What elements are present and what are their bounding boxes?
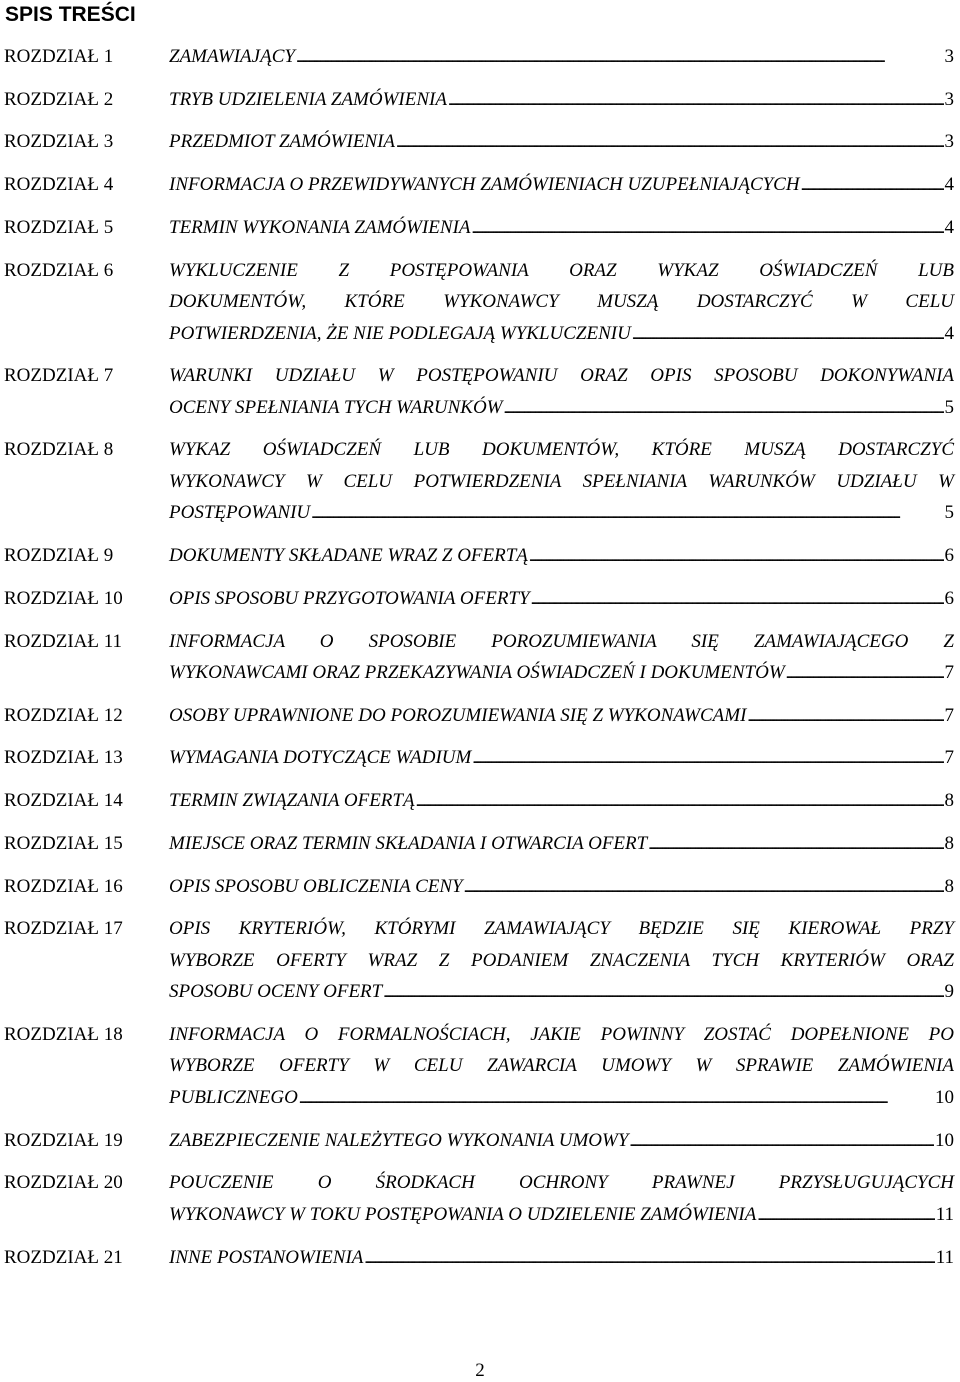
toc-entry-title [169,1242,954,1276]
dot-leader [416,785,944,819]
toc-entry-last-line [169,1242,954,1276]
toc-entry-title [169,255,954,352]
toc-entry-last-line [169,657,954,691]
dot-leader [632,318,944,352]
toc-entry-last-line [169,1125,954,1159]
toc-entry-number: ROZDZIAŁ 14 [4,790,123,812]
toc-entry-title-text: WYMAGANIA DOTYCZĄCE WADIUM [169,747,472,769]
toc-entry-page: 8 [944,832,954,854]
toc-entry-title-line: WYKLUCZENIE Z POSTĘPOWANIA ORAZ WYKAZ OŚWIADCZEŃ LUB [169,259,954,281]
toc-entry-title-text: MIEJSCE ORAZ TERMIN SKŁADANIA I OTWARCIA OFERT [169,832,648,854]
toc-entry-title-text: OSOBY UPRAWNIONE DO POROZUMIEWANIA SIĘ Z WYKONAWCAMI [169,704,747,726]
toc-entry-last-line [169,41,954,75]
toc-entry-last-line [169,84,954,118]
toc-entry-title-text: POSTĘPOWANIU [169,502,311,524]
toc-entry-page: 5 [944,396,954,418]
toc-entry-number: ROZDZIAŁ 4 [4,174,114,196]
toc-entry-last-line [169,742,954,776]
toc-entry-title [169,84,954,118]
toc-entry-page: 11 [935,1203,954,1225]
toc-entry-page: 3 [944,131,954,153]
toc-entry-title-text: OCENY SPEŁNIANIA TYCH WARUNKÓW [169,396,503,418]
toc-entry-title-line: INFORMACJA O SPOSOBIE POROZUMIEWANIA SIĘ ZAMAWIAJĄCEGO Z [169,630,954,652]
toc-entry-last-line [169,169,954,203]
toc-entry-title [169,583,954,617]
toc-entry-title [169,212,954,246]
toc-entry-last-line [169,392,954,426]
toc-entry-title-line: WYBORZE OFERTY W CELU ZAWARCIA UMOWY W SPRAWIE ZAMÓWIENIA [169,1055,954,1077]
toc-entry-page: 8 [944,875,954,897]
toc-entry[interactable] [0,84,960,118]
toc-entry-number: ROZDZIAŁ 10 [4,587,123,609]
toc-entry-title-text: ZABEZPIECZENIE NALEŻYTEGO WYKONANIA UMOWY [169,1129,629,1151]
toc-entry-page: 4 [944,174,954,196]
toc-entry-number: ROZDZIAŁ 5 [4,216,114,238]
toc-entry-title [169,828,954,862]
toc-entry-last-line [169,871,954,905]
dot-leader [472,742,943,776]
toc-entry-last-line [169,318,954,352]
toc-entry[interactable] [0,785,960,819]
toc-entry-last-line [169,212,954,246]
toc-entry-number: ROZDZIAŁ 3 [4,131,114,153]
toc-entry-title-line: WYBORZE OFERTY WRAZ Z PODANIEM ZNACZENIA TYCH KRYTERIÓW ORAZ [169,949,954,971]
toc-entry-title-text: SPOSOBU OCENY OFERT [169,981,383,1003]
toc-entry-title-text: PUBLICZNEGO [169,1086,298,1108]
toc-entry-number: ROZDZIAŁ 6 [4,259,114,281]
toc-entry-number: ROZDZIAŁ 12 [4,704,123,726]
toc-entry-title-line: WYKONAWCY W CELU POTWIERDZENIA SPEŁNIANIA WARUNKÓW UDZIAŁU W [169,470,954,492]
toc-entry-title [169,126,954,160]
toc-entry-number: ROZDZIAŁ 7 [4,365,114,387]
toc-entry-title [169,540,954,574]
dot-leader [383,976,943,1010]
toc-entry-title-line: OPIS KRYTERIÓW, KTÓRYMI ZAMAWIAJĄCY BĘDZIE SIĘ KIEROWAŁ PRZY [169,918,954,940]
toc-entry-number: ROZDZIAŁ 18 [4,1023,123,1045]
toc-entry-page: 11 [935,1246,954,1268]
toc-entry-title [169,1167,954,1232]
toc-entry[interactable] [0,126,960,160]
dot-leader [786,657,944,691]
toc-entry-title [169,169,954,203]
toc-entry-title-text: TERMIN WYKONANIA ZAMÓWIENIA [169,216,471,238]
toc-entry-page: 6 [944,587,954,609]
toc-entry[interactable] [0,540,960,574]
toc-entry-page: 7 [944,747,954,769]
toc-entry[interactable] [0,583,960,617]
toc-entry-title [169,785,954,819]
toc-entry-number: ROZDZIAŁ 1 [4,46,114,67]
toc-title: SPIS TREŚCI [5,3,136,26]
toc-entry-number: ROZDZIAŁ 15 [4,832,123,854]
toc-entry-title [169,1019,954,1116]
toc-entry-last-line [169,540,954,574]
dot-leader [757,1199,934,1233]
toc-entry[interactable] [0,41,960,75]
toc-entry-page: 10 [935,1129,954,1151]
toc-entry-page: 8 [944,790,954,812]
toc-entry-number: ROZDZIAŁ 20 [4,1172,123,1194]
toc-entry-last-line [169,126,954,160]
toc-entry-title [169,41,954,75]
toc-entry-title [169,1125,954,1159]
toc-entry-title-text: WYKONAWCAMI ORAZ PRZEKAZYWANIA OŚWIADCZEŃ I DOKUMENTÓW [169,662,785,683]
dot-leader [364,1242,934,1276]
toc-entry[interactable] [0,828,960,862]
toc-entry-last-line [169,976,954,1010]
toc-entry[interactable] [0,913,960,1010]
toc-entry[interactable] [0,742,960,776]
toc-entry-title-line: POUCZENIE O ŚRODKACH OCHRONY PRAWNEJ PRZYSŁUGUJĄCYCH [169,1172,954,1194]
toc-entry-page: 7 [944,704,954,726]
toc-entry-title-text: TRYB UDZIELENIA ZAMÓWIENIA [169,88,447,110]
dot-leader [311,497,943,531]
dot-leader [801,169,944,203]
dot-leader [531,583,944,617]
toc-entry[interactable] [0,255,960,352]
dot-leader [747,700,943,734]
toc-entry-page: 7 [944,662,954,683]
toc-entry-number: ROZDZIAŁ 9 [4,545,114,567]
toc-entry-title-text: INNE POSTANOWIENIA [169,1246,364,1268]
dot-leader [464,871,944,905]
dot-leader [296,41,944,75]
toc-entry-title [169,626,954,691]
toc-entry[interactable] [0,1125,960,1159]
toc-entry-title [169,742,954,776]
toc-entry-title [169,871,954,905]
toc-entry-title-line: WARUNKI UDZIAŁU W POSTĘPOWANIU ORAZ OPIS SPOSOBU DOKONYWANIA [169,365,954,387]
toc-entry-last-line [169,497,954,531]
toc-entry[interactable] [0,1019,960,1116]
toc-entry-page: 3 [944,88,954,110]
toc-entry[interactable] [0,626,960,691]
dot-leader [448,84,944,118]
toc-entry-last-line [169,583,954,617]
toc-entry-last-line [169,1199,954,1233]
toc-entry-number: ROZDZIAŁ 21 [4,1246,123,1268]
toc-entry-title-text: OPIS SPOSOBU PRZYGOTOWANIA OFERTY [169,587,530,609]
toc-entry[interactable] [0,169,960,203]
toc-entry[interactable] [0,360,960,425]
dot-leader [648,828,943,862]
toc-entry-title [169,434,954,531]
toc-entry-page: 5 [944,502,954,524]
toc-entry-title-text: PRZEDMIOT ZAMÓWIENIA [169,131,396,153]
toc-entry-title-line: DOKUMENTÓW, KTÓRE WYKONAWCY MUSZĄ DOSTARCZYĆ W CELU [169,291,954,312]
toc-entry-title-text: OPIS SPOSOBU OBLICZENIA CENY [169,875,463,897]
dot-leader [529,540,944,574]
toc-entry-number: ROZDZIAŁ 17 [4,918,123,940]
page-number: 2 [475,1360,485,1381]
dot-leader [299,1082,934,1116]
toc-entry-number: ROZDZIAŁ 19 [4,1129,123,1151]
toc-entry-title-text: INFORMACJA O PRZEWIDYWANYCH ZAMÓWIENIACH UZUPEŁNIAJĄCYCH [169,174,800,196]
dot-leader [629,1125,934,1159]
toc-entry-last-line [169,828,954,862]
toc-entry[interactable] [0,434,960,531]
toc-entry-title-text: DOKUMENTY SKŁADANE WRAZ Z OFERTĄ [169,545,528,567]
toc-entry-page: 4 [944,322,954,344]
toc-entry-title [169,360,954,425]
toc-entry-title [169,700,954,734]
toc-entry-number: ROZDZIAŁ 8 [4,439,114,461]
toc-entry-page: 4 [944,216,954,238]
toc-entry-title-line: WYKAZ OŚWIADCZEŃ LUB DOKUMENTÓW, KTÓRE MUSZĄ DOSTARCZYĆ [169,439,954,461]
toc-entry[interactable] [0,700,960,734]
toc-entry-last-line [169,1082,954,1116]
toc-entry-number: ROZDZIAŁ 2 [4,88,114,110]
dot-leader [504,392,944,426]
toc-entry[interactable] [0,1242,960,1276]
toc-entry-title [169,913,954,1010]
toc-entry-title-text: ZAMAWIAJĄCY [169,46,295,67]
toc-entry-title-text: TERMIN ZWIĄZANIA OFERTĄ [169,790,415,812]
toc-entry[interactable] [0,212,960,246]
toc-entry-number: ROZDZIAŁ 13 [4,747,123,769]
toc-entry-last-line [169,700,954,734]
toc-entry-number: ROZDZIAŁ 11 [4,630,123,652]
toc-entry-title-text: POTWIERDZENIA, ŻE NIE PODLEGAJĄ WYKLUCZENIU [169,322,631,344]
toc-entry-page: 6 [944,545,954,567]
toc-entry-last-line [169,785,954,819]
toc-entry-title-text: WYKONAWCY W TOKU POSTĘPOWANIA O UDZIELENIE ZAMÓWIENIA [169,1203,757,1225]
toc-entry[interactable] [0,871,960,905]
dot-leader [472,212,944,246]
toc-entry-page: 9 [944,981,954,1003]
toc-entry-title-line: INFORMACJA O FORMALNOŚCIACH, JAKIE POWINNY ZOSTAĆ DOPEŁNIONE PO [169,1023,954,1045]
dot-leader [396,126,943,160]
toc-entry-page: 3 [944,46,954,67]
toc-entry-page: 10 [935,1086,954,1108]
toc-entry[interactable] [0,1167,960,1232]
toc-entry-number: ROZDZIAŁ 16 [4,875,123,897]
